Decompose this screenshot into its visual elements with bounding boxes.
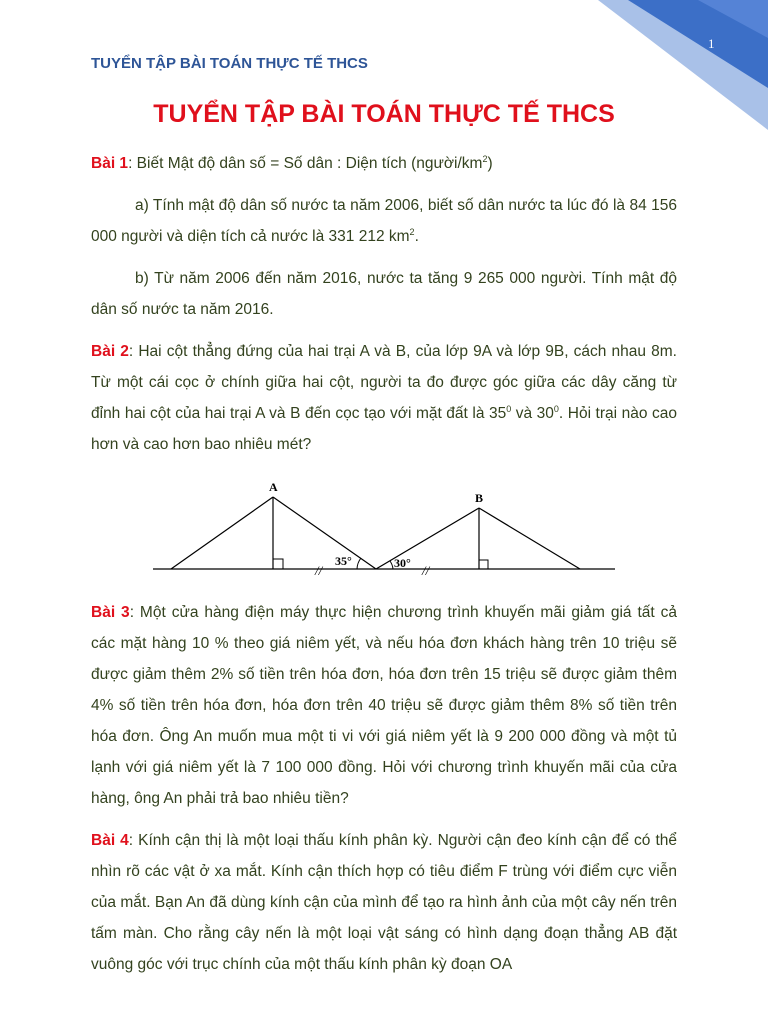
document-body [91, 148, 677, 991]
right-angle-a [273, 559, 283, 569]
bai1-intro: Bài 1: Biết Mật độ dân số = Số dân : Diện tích $(người/km^2)$ [91, 154, 493, 172]
label-b: B [475, 491, 484, 505]
bai1-part-b: b) Từ năm 2006 đến năm 2016, nước ta tăng 9 265 000 người. Tính mật độ dân số nước ta năm 2016. [91, 270, 677, 318]
bai3-text: Bài 3: Một cửa hàng điện máy thực hiện chương trình khuyến mãi giảm giá tất cả các mặt hàng 10 % theo giá niêm yết, và nếu hóa đơn khách hàng trên 10 triệu sẽ được giảm thêm 2% số tiền trên hóa đơn, hóa đơn trên 15 triệu sẽ được giảm thêm 4% số tiền trên hóa đơn, hóa đơn trên 40 triệu sẽ được giảm thêm 8% số tiền trên hóa đơn. Ông An muốn mua một ti vi với giá niêm yết là 9 200 000 đồng và một tủ lạnh với giá niêm yết là 7 100 000 đồng. Hỏi với chương trình khuyến mãi của cửa hàng, ông An phải trả bao nhiêu tiền? [91, 604, 677, 807]
right-angle-b [479, 560, 488, 569]
page-number: 1 [708, 36, 715, 51]
bai2-label: Bài 2 [91, 343, 129, 360]
bai3-label: Bài 3 [91, 604, 130, 621]
bai4-label: Bài 4 [91, 832, 129, 849]
angle-arc-right [390, 561, 393, 569]
bai2-text: Bài 2: Hai cột thẳng đứng của hai trại A và B, của lớp 9A và lớp 9B, cách nhau 8m. Từ một cái cọc ở chính giữa hai cột, người ta đo được góc giữa các dây căng từ đỉnh hai cột của hai trại A và B đến cọc tạo với mặt đất là $35^0$ và $30^0$. Hỏi trại nào cao hơn và cao hơn bao nhiêu mét? [91, 343, 677, 453]
angle-label-right: 30° [394, 556, 411, 570]
tick-right: // [422, 563, 430, 578]
page-title: TUYỂN TẬP BÀI TOÁN THỰC TẾ THCS [153, 100, 615, 128]
page-header: TUYỂN TẬP BÀI TOÁN THỰC TẾ THCS [91, 55, 368, 72]
angle-arc-left [357, 558, 361, 569]
bai1-label: Bài 1 [91, 155, 129, 172]
bai1-part-a: a) Tính mật độ dân số nước ta năm 2006, biết số dân nước ta lúc đó là 84 156 000 người và diện tích cả nước là 331 212 $km^2$. [91, 197, 677, 245]
rope-a-left [171, 497, 273, 569]
tick-left: // [315, 563, 323, 578]
angle-label-left: 35° [335, 554, 352, 568]
rope-b-right [479, 508, 580, 569]
rope-b-stake [376, 508, 479, 569]
bai4-text: Bài 4: Kính cận thị là một loại thấu kính phân kỳ. Người cận đeo kính cận để có thể nhìn rõ các vật ở xa mắt. Kính cận thích hợp có tiêu điểm F trùng với điểm cực viễn của mắt. Bạn An đã dùng kính cận của mình để tạo ra hình ảnh của một cây nến trên tấm màn. Cho rằng cây nến là một loại vật sáng có hình dạng đoạn thẳng AB đặt vuông góc với trục chính của một thấu kính phân kỳ đoạn OA [91, 832, 677, 973]
label-a: A [269, 480, 278, 494]
tent-diagram [91, 471, 677, 591]
